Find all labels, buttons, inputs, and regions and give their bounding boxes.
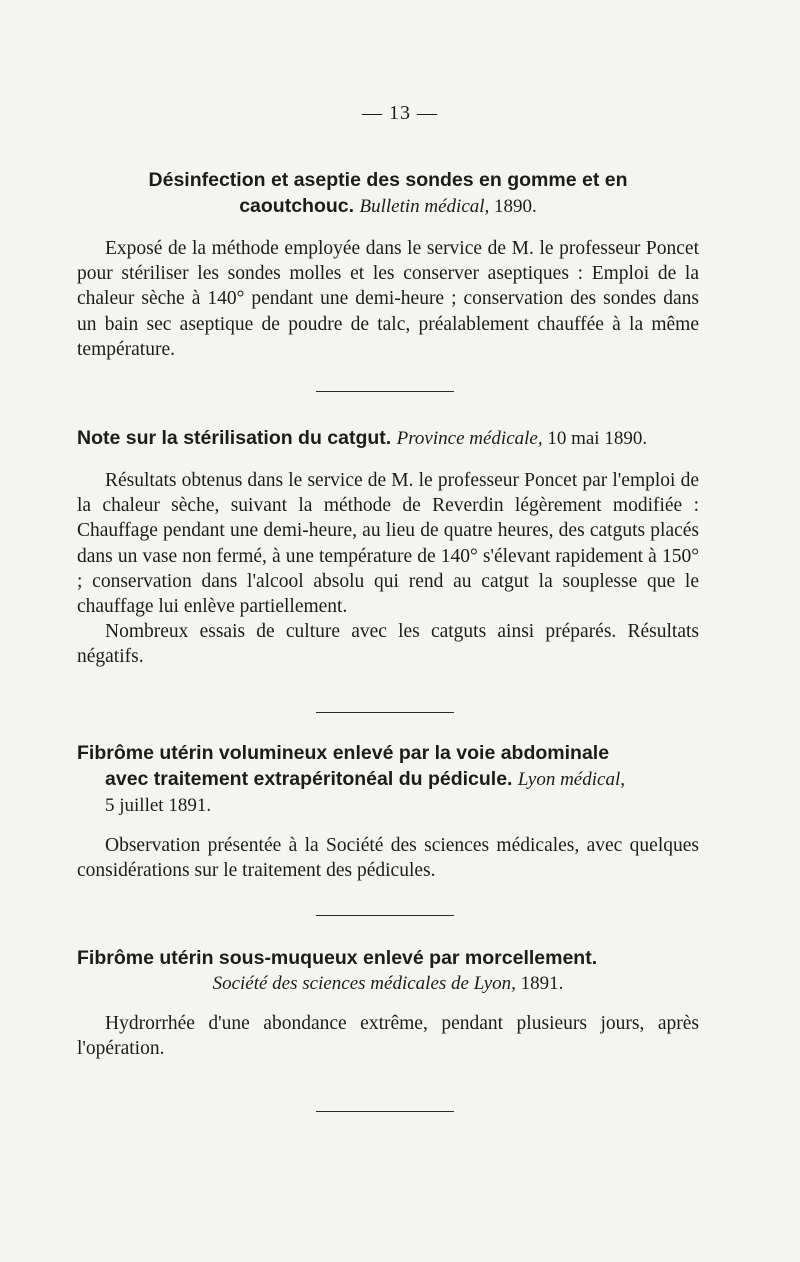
entry-2-paragraph-2: Nombreux essais de culture avec les catguts ainsi préparés. Résultats négatifs. — [77, 621, 699, 668]
page-number: — 13 — — [362, 102, 438, 124]
entry-2-title: Note sur la stérilisation du catgut. — [77, 427, 392, 449]
entry-4 — [77, 945, 699, 1061]
entry-1-paragraph-1: Exposé de la méthode employée dans le service de M. le professeur Poncet pour stériliser les sondes molles et les conserver aseptiques : Emploi de la chaleur sèche à 140° pendant une demi-heure ; conservation des sondes dans un bain sec aseptique de poudre de talc, préalablement chauffée à la même température. — [77, 238, 699, 360]
entry-1-title: Désinfection et aseptie des sondes en gomme et en — [148, 169, 628, 191]
separator-rule-4 — [316, 1111, 454, 1112]
entry-4-title: Fibrôme utérin sous-muqueux enlevé par morcellement. — [77, 947, 598, 969]
entry-2 — [77, 425, 699, 670]
entry-2-source: Province médicale, — [396, 428, 543, 449]
entry-1-title-cont: caoutchouc. — [239, 195, 355, 217]
entry-2-heading — [77, 425, 699, 452]
entry-3-title: Fibrôme utérin volumineux enlevé par la voie abdominale — [77, 742, 610, 764]
entry-1 — [77, 167, 699, 362]
entry-2-paragraph-1: Résultats obtenus dans le service de M. le professeur Poncet par l'emploi de la chaleur sèche, suivant la méthode de Reverdin légèrement modifiée : Chauffage pendant une demi-heure, au lieu de quatre heures, des catguts placés dans un vase non fermé, à une température de 140° s'élevant rapidement à 150° ; conservation dans l'alcool absolu qui rend au catgut la souplesse que le chauffage lui enlève partiellement. — [77, 470, 699, 618]
entry-4-source: Société des sciences médicales de Lyon, — [212, 973, 516, 994]
entry-2-date: 10 mai 1890. — [547, 428, 648, 449]
entry-4-paragraph-1: Hydrorrhée d'une abondance extrême, pendant plusieurs jours, après l'opération. — [77, 1013, 699, 1060]
entry-4-heading — [77, 945, 699, 997]
entry-3-date: 5 juillet 1891. — [105, 795, 212, 816]
entry-3-paragraph-1: Observation présentée à la Société des sciences médicales, avec quelques considérations sur le traitement des pédicules. — [77, 835, 699, 882]
entry-1-date: 1890. — [494, 196, 537, 217]
entry-3-title-cont: avec traitement extrapéritonéal du pédicule. — [105, 768, 513, 790]
entry-4-date: 1891. — [520, 973, 564, 994]
entry-1-heading — [77, 167, 699, 220]
separator-rule-2 — [316, 712, 454, 713]
entry-3 — [77, 740, 699, 883]
separator-rule-3 — [316, 915, 454, 916]
entry-1-source: Bulletin médical, — [359, 196, 490, 217]
entry-3-source: Lyon médical, — [517, 769, 625, 790]
entry-3-heading — [77, 740, 699, 819]
separator-rule-1 — [316, 391, 454, 392]
